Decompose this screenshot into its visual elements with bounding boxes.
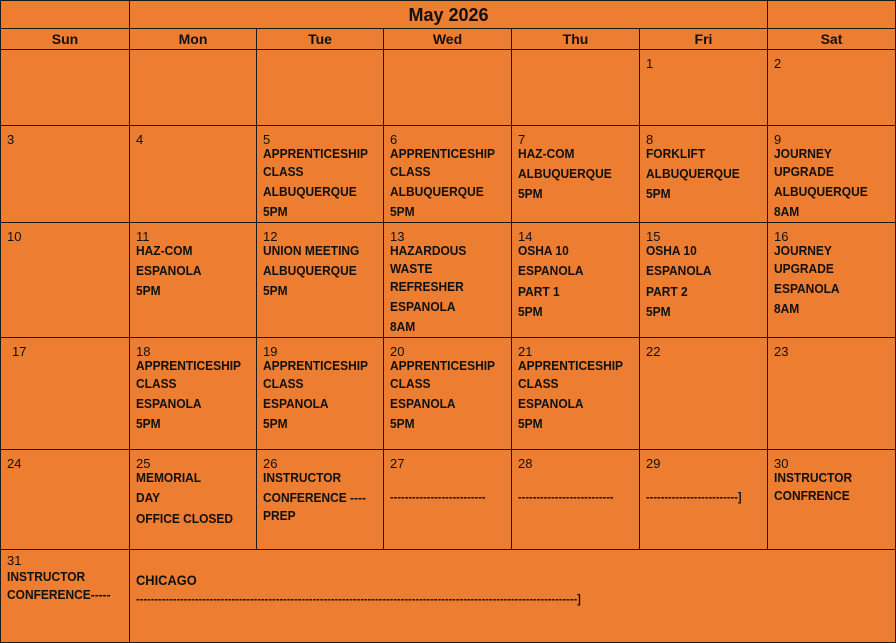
event-text xyxy=(646,490,742,504)
day-number: 6 xyxy=(390,132,398,147)
event-line: 5PM xyxy=(646,186,671,201)
day-cell-18 xyxy=(129,337,257,450)
day-cell-19 xyxy=(256,337,384,450)
day-number: 11 xyxy=(136,229,150,244)
event-line: ESPANOLA xyxy=(774,281,840,296)
event-line: HAZ-COM xyxy=(136,243,193,258)
day-cell-15 xyxy=(639,222,768,338)
event-line: 5PM xyxy=(518,186,543,201)
event-line: ESPANOLA xyxy=(518,396,584,411)
day-cell-2 xyxy=(767,49,896,126)
weekday-header-sat: Sat xyxy=(767,28,896,50)
event-line: 5PM xyxy=(136,416,161,431)
continuation-dashes: ------------------------------------------------------------------------------------------------------------------------] xyxy=(136,592,581,606)
day-cell-24 xyxy=(0,449,130,550)
day-cell-20 xyxy=(383,337,512,450)
day-cell-29 xyxy=(639,449,768,550)
event-line: UPGRADE xyxy=(774,164,834,179)
event-line: APPRENTICESHIP xyxy=(390,358,496,373)
day-number: 18 xyxy=(136,344,151,359)
day-number: 4 xyxy=(136,132,144,147)
event-line: ALBUQUERQUE xyxy=(263,184,357,199)
event-line: 5PM xyxy=(136,283,161,298)
event-line: HAZ-COM xyxy=(518,146,575,161)
day-number: 2 xyxy=(774,56,782,71)
day-cell-11 xyxy=(129,222,257,338)
title-left-blank xyxy=(0,0,130,29)
event-line: APPRENTICESHIP xyxy=(518,358,624,373)
day-cell-23 xyxy=(767,337,896,450)
chicago-conference-banner xyxy=(129,549,896,643)
day-cell-empty xyxy=(383,49,512,126)
event-line: CLASS xyxy=(390,164,431,179)
event-line: ALBUQUERQUE xyxy=(263,263,357,278)
day-number: 31 xyxy=(7,553,22,568)
event-line: 5PM xyxy=(390,204,415,219)
event-line: APPRENTICESHIP xyxy=(263,146,369,161)
day-number: 23 xyxy=(774,344,789,359)
day-cell-26 xyxy=(256,449,384,550)
event-line: ESPANOLA xyxy=(263,396,329,411)
day-number: 27 xyxy=(390,456,405,471)
event-line: APPRENTICESHIP xyxy=(136,358,242,373)
day-number: 29 xyxy=(646,456,661,471)
day-number: 24 xyxy=(7,456,22,471)
event-line: ESPANOLA xyxy=(390,299,456,314)
day-number: 12 xyxy=(263,229,278,244)
event-line: 5PM xyxy=(263,416,288,431)
event-line: DAY xyxy=(136,490,161,505)
event-line: ALBUQUERQUE xyxy=(390,184,484,199)
day-number: 22 xyxy=(646,344,661,359)
day-number: 19 xyxy=(263,344,278,359)
event-line: 5PM xyxy=(646,304,671,319)
day-cell-5 xyxy=(256,125,384,223)
continuation-dashes: -------------------------- xyxy=(518,490,614,504)
event-line: OSHA 10 xyxy=(518,243,569,258)
event-line: ESPANOLA xyxy=(136,263,202,278)
day-cell-10 xyxy=(0,222,130,338)
day-number: 8 xyxy=(646,132,654,147)
day-cell-7 xyxy=(511,125,640,223)
event-line: INSTRUCTOR xyxy=(774,470,853,485)
event-line: ESPANOLA xyxy=(390,396,456,411)
weekday-header-sun: Sun xyxy=(0,28,130,50)
event-line: APPRENTICESHIP xyxy=(263,358,369,373)
day-cell-3 xyxy=(0,125,130,223)
day-number: 17 xyxy=(12,344,27,359)
event-line: CLASS xyxy=(390,376,431,391)
event-line: 8AM xyxy=(774,204,800,219)
day-cell-31 xyxy=(0,549,130,643)
event-line: PART 2 xyxy=(646,284,688,299)
day-number: 10 xyxy=(7,229,22,244)
day-cell-8 xyxy=(639,125,768,223)
day-number: 9 xyxy=(774,132,782,147)
weekday-header-mon: Mon xyxy=(129,28,257,50)
day-cell-empty xyxy=(256,49,384,126)
event-line: UPGRADE xyxy=(774,261,834,276)
event-line: ALBUQUERQUE xyxy=(518,166,612,181)
day-number: 26 xyxy=(263,456,278,471)
event-line: ALBUQUERQUE xyxy=(646,166,740,181)
event-line: PREP xyxy=(263,508,296,523)
event-line: 5PM xyxy=(518,304,543,319)
event-line: 5PM xyxy=(263,204,288,219)
day-cell-21 xyxy=(511,337,640,450)
day-cell-22 xyxy=(639,337,768,450)
event-line: 5PM xyxy=(390,416,415,431)
event-text xyxy=(390,490,486,504)
event-line: CLASS xyxy=(263,376,304,391)
event-line: FORKLIFT xyxy=(646,146,706,161)
event-line: CONFRENCE xyxy=(774,488,850,503)
event-line: WASTE xyxy=(390,261,433,276)
event-line: OSHA 10 xyxy=(646,243,697,258)
day-cell-empty xyxy=(511,49,640,126)
day-cell-9 xyxy=(767,125,896,223)
event-line: ALBUQUERQUE xyxy=(774,184,868,199)
day-cell-1 xyxy=(639,49,768,126)
day-cell-30 xyxy=(767,449,896,550)
event-line: 5PM xyxy=(518,416,543,431)
day-number: 21 xyxy=(518,344,533,359)
day-number: 30 xyxy=(774,456,789,471)
event-line: INSTRUCTOR xyxy=(263,470,342,485)
day-cell-empty xyxy=(0,49,130,126)
day-cell-13 xyxy=(383,222,512,338)
event-line: 8AM xyxy=(390,319,416,334)
day-number: 28 xyxy=(518,456,533,471)
event-line: ESPANOLA xyxy=(518,263,584,278)
event-line: 8AM xyxy=(774,301,800,316)
weekday-header-fri: Fri xyxy=(639,28,768,50)
event-line: MEMORIAL xyxy=(136,470,202,485)
event-line: CONFERENCE ---- xyxy=(263,490,366,505)
event-line: OFFICE CLOSED xyxy=(136,511,234,526)
day-number: 16 xyxy=(774,229,789,244)
day-number: 20 xyxy=(390,344,405,359)
day-cell-12 xyxy=(256,222,384,338)
event-line: CHICAGO xyxy=(136,572,197,588)
day-cell-28 xyxy=(511,449,640,550)
event-line: CLASS xyxy=(136,376,177,391)
event-line: APPRENTICESHIP xyxy=(390,146,496,161)
title-right-blank xyxy=(767,0,896,29)
event-line: INSTRUCTOR xyxy=(7,569,86,584)
event-line: ESPANOLA xyxy=(646,263,712,278)
day-cell-14 xyxy=(511,222,640,338)
day-cell-25 xyxy=(129,449,257,550)
event-text xyxy=(518,490,614,504)
month-title: May 2026 xyxy=(129,0,768,29)
event-line: JOURNEY xyxy=(774,146,832,161)
event-line: 5PM xyxy=(263,283,288,298)
day-number: 1 xyxy=(646,56,654,71)
day-cell-16 xyxy=(767,222,896,338)
day-number: 5 xyxy=(263,132,271,147)
day-number: 25 xyxy=(136,456,151,471)
event-line: JOURNEY xyxy=(774,243,832,258)
event-line: REFRESHER xyxy=(390,279,464,294)
day-number: 3 xyxy=(7,132,15,147)
event-line: HAZARDOUS xyxy=(390,243,467,258)
event-line: ESPANOLA xyxy=(136,396,202,411)
weekday-header-thu: Thu xyxy=(511,28,640,50)
event-line: CLASS xyxy=(518,376,559,391)
day-cell-empty xyxy=(129,49,257,126)
day-number: 15 xyxy=(646,229,661,244)
day-number: 14 xyxy=(518,229,533,244)
day-cell-6 xyxy=(383,125,512,223)
event-line: CONFERENCE----- xyxy=(7,587,111,602)
continuation-dashes: -------------------------- xyxy=(390,490,486,504)
event-line: UNION MEETING xyxy=(263,243,360,258)
day-cell-17 xyxy=(0,337,130,450)
day-cell-4 xyxy=(129,125,257,223)
continuation-dashes: -------------------------] xyxy=(646,490,742,504)
weekday-header-tue: Tue xyxy=(256,28,384,50)
day-number: 7 xyxy=(518,132,526,147)
event-line: CLASS xyxy=(263,164,304,179)
day-cell-27 xyxy=(383,449,512,550)
weekday-header-wed: Wed xyxy=(383,28,512,50)
day-number: 13 xyxy=(390,229,405,244)
event-line: PART 1 xyxy=(518,284,560,299)
